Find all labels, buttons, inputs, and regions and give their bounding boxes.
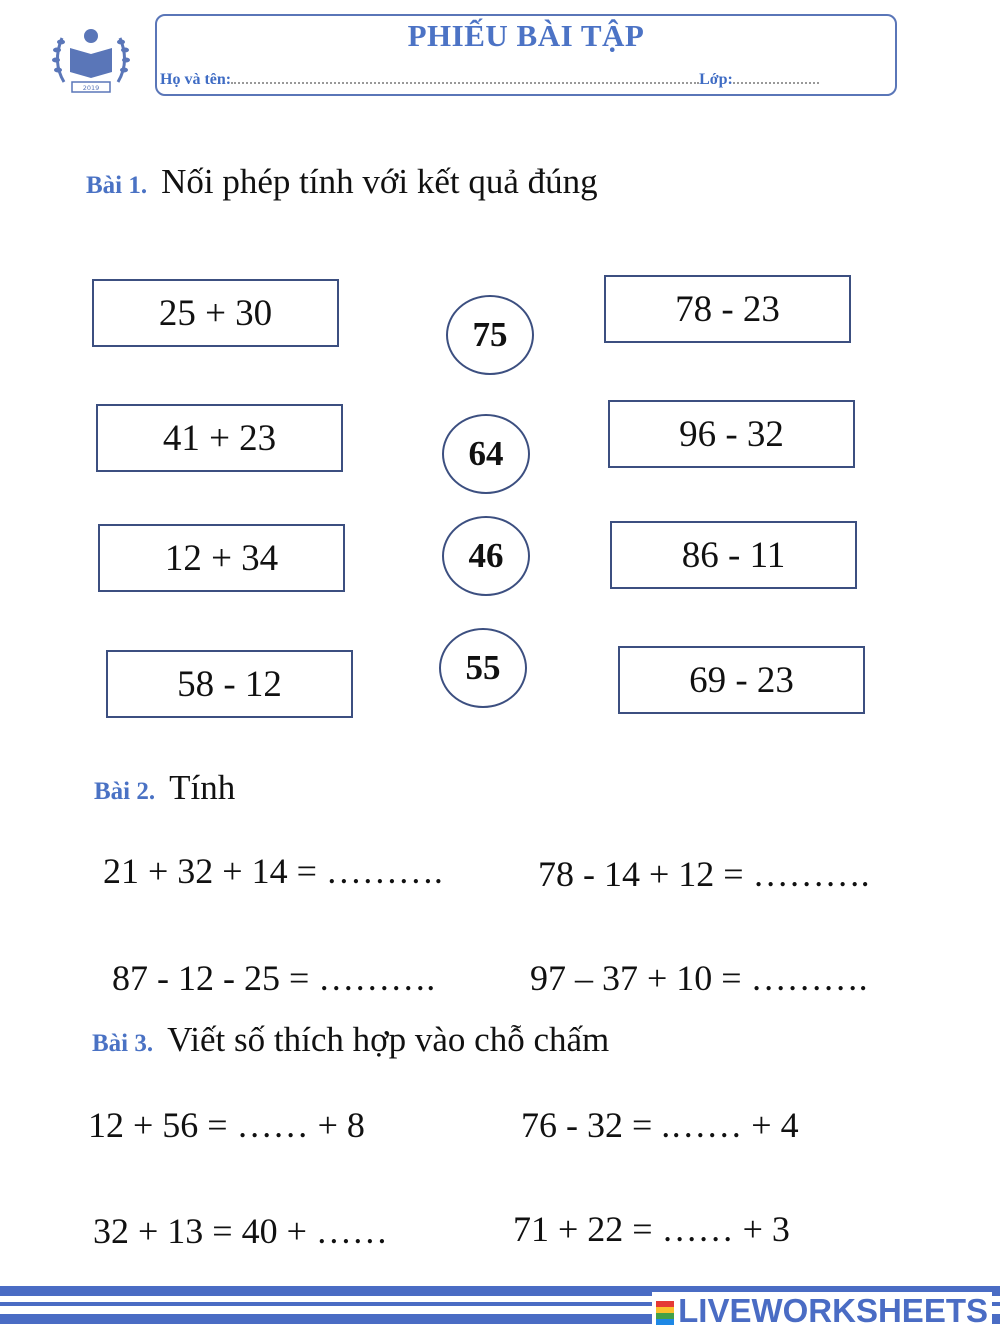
school-logo xyxy=(50,22,132,98)
svg-text:2019: 2019 xyxy=(82,84,100,92)
result-circle[interactable]: 64 xyxy=(442,414,530,494)
liveworksheets-brand: LIVEWORKSHEETS xyxy=(678,1292,988,1329)
right-expression-box[interactable]: 86 - 11 xyxy=(610,521,857,589)
liveworksheets-logo[interactable] xyxy=(652,1292,992,1330)
bai2-label: Bài 2. xyxy=(94,778,156,805)
bai2-expression[interactable]: 78 - 14 + 12 = ………. xyxy=(538,854,870,894)
class-blank[interactable] xyxy=(733,70,819,84)
bai1-heading xyxy=(86,162,598,202)
name-blank[interactable] xyxy=(231,70,699,84)
result-circle[interactable]: 46 xyxy=(442,516,530,596)
right-expression-box[interactable]: 78 - 23 xyxy=(604,275,851,343)
left-expression-box[interactable]: 12 + 34 xyxy=(98,524,345,592)
result-circle[interactable]: 75 xyxy=(446,295,534,375)
sheet-title: PHIẾU BÀI TẬP xyxy=(407,18,645,53)
bai1-instruction: Nối phép tính với kết quả đúng xyxy=(161,162,598,201)
bai2-heading xyxy=(94,768,235,808)
right-expression-box[interactable]: 69 - 23 xyxy=(618,646,865,714)
bai3-label: Bài 3. xyxy=(92,1030,154,1057)
right-expression-box[interactable]: 96 - 32 xyxy=(608,400,855,468)
bai2-instruction: Tính xyxy=(169,768,236,807)
bai3-expression[interactable]: 12 + 56 = …… + 8 xyxy=(88,1105,365,1145)
bai3-expression[interactable]: 76 - 32 = .…… + 4 xyxy=(521,1105,799,1145)
result-circle[interactable]: 55 xyxy=(439,628,527,708)
bai3-expression[interactable]: 32 + 13 = 40 + …… xyxy=(93,1211,388,1251)
bai3-instruction: Viết số thích hợp vào chỗ chấm xyxy=(167,1020,610,1059)
liveworksheets-icon xyxy=(656,1301,674,1325)
name-label: Họ và tên: xyxy=(160,71,232,88)
left-expression-box[interactable]: 58 - 12 xyxy=(106,650,353,718)
class-label: Lớp: xyxy=(699,71,733,88)
bai3-heading xyxy=(92,1020,609,1060)
left-expression-box[interactable]: 41 + 23 xyxy=(96,404,343,472)
left-expression-box[interactable]: 25 + 30 xyxy=(92,279,339,347)
bai1-label: Bài 1. xyxy=(86,172,148,199)
student-info-row xyxy=(160,70,819,89)
bai2-expression[interactable]: 97 – 37 + 10 = ………. xyxy=(530,958,868,998)
bai2-expression[interactable]: 87 - 12 - 25 = ………. xyxy=(112,958,436,998)
bai2-expression[interactable]: 21 + 32 + 14 = ………. xyxy=(103,851,443,891)
bai3-expression[interactable]: 71 + 22 = …… + 3 xyxy=(513,1209,790,1249)
